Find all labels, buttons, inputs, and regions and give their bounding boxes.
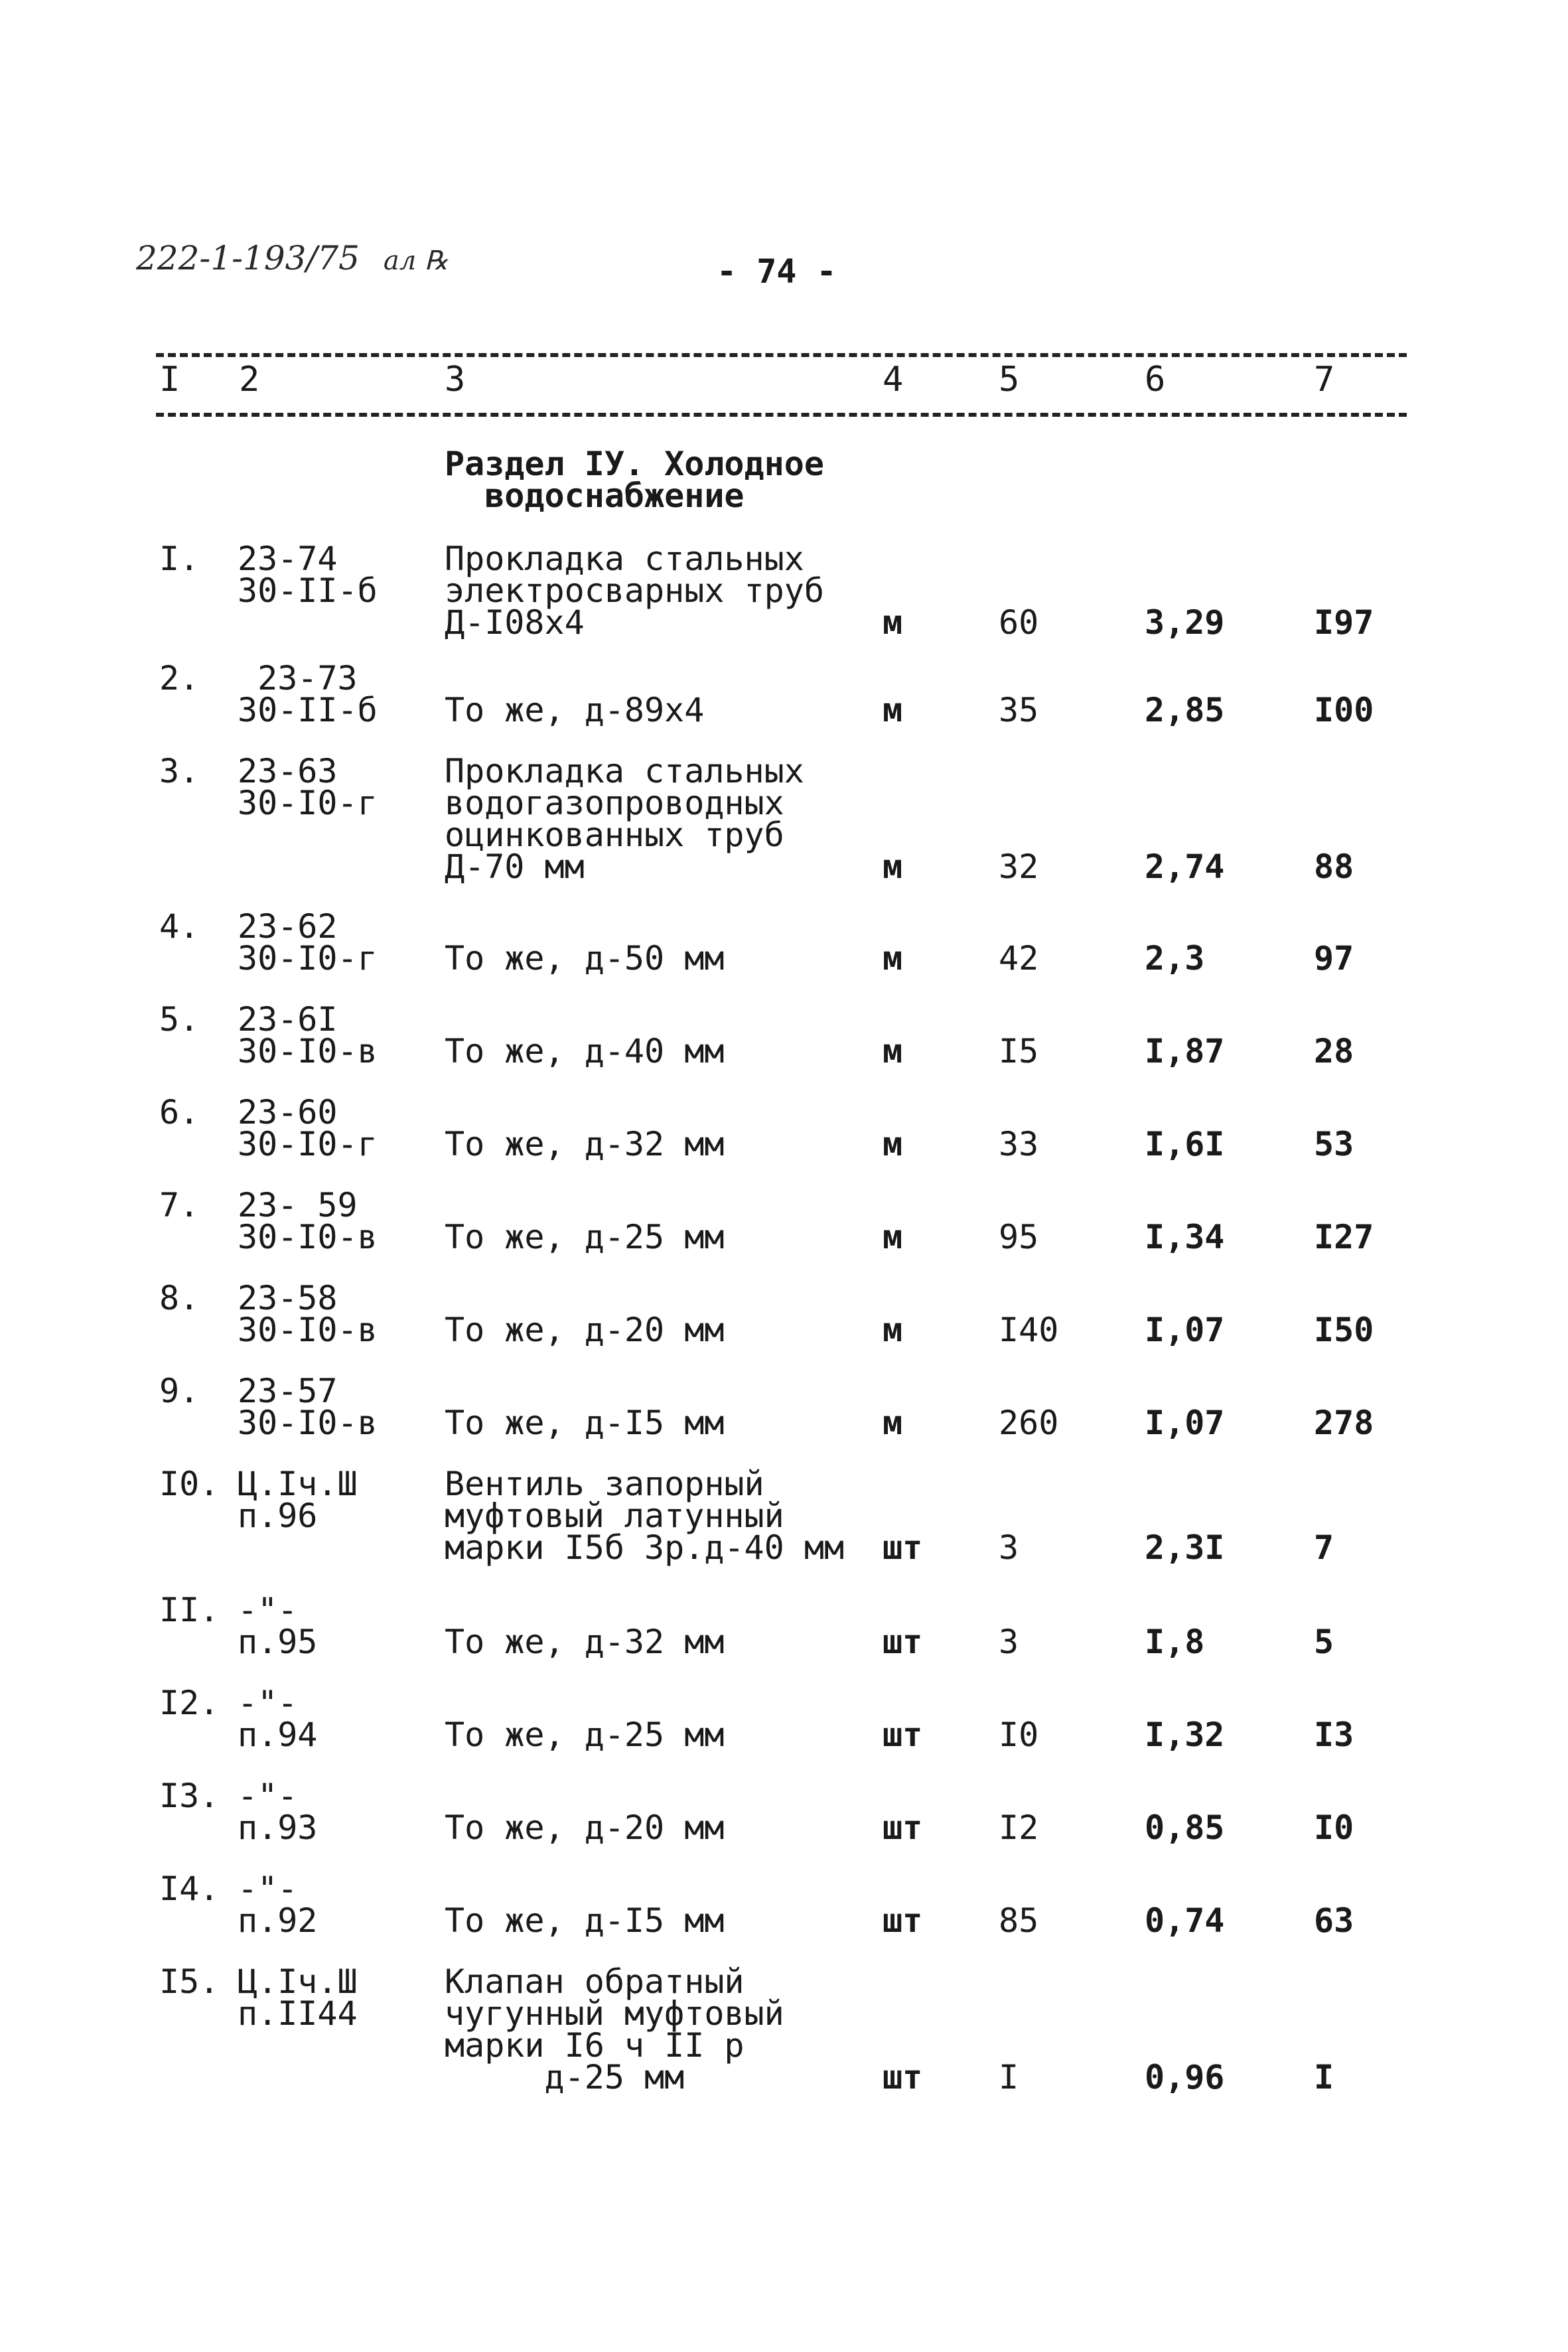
quantity: 3 — [999, 1528, 1019, 1567]
total: 97 — [1314, 939, 1354, 978]
norm-code: 23-58 30-I0-в — [238, 1279, 378, 1349]
section-title: Раздел IУ. Холодное водоснабжение — [445, 445, 824, 515]
work-description: Вентиль запорный муфтовый латунный марки I5б 3р.д-40 мм — [445, 1465, 845, 1567]
total: I3 — [1314, 1716, 1354, 1754]
row-number: I3. — [159, 1777, 220, 1815]
row-number: 8. — [159, 1279, 200, 1317]
unit-price: 3,29 — [1145, 603, 1225, 642]
row-number: I5. — [159, 1962, 220, 2001]
unit: шт — [883, 1901, 923, 1940]
work-description: То же, д-20 мм — [445, 1808, 725, 1847]
quantity: I5 — [999, 1032, 1039, 1070]
unit-price: 0,85 — [1145, 1808, 1225, 1847]
norm-code: Ц.Iч.Ш п.96 — [238, 1465, 358, 1535]
unit-price: I,6I — [1145, 1125, 1225, 1163]
unit-price: I,07 — [1145, 1311, 1225, 1349]
unit: шт — [883, 1528, 923, 1567]
total: I00 — [1314, 691, 1374, 729]
unit: шт — [883, 1716, 923, 1754]
norm-code: 23-60 30-I0-г — [238, 1093, 378, 1163]
unit-price: 2,3I — [1145, 1528, 1225, 1567]
unit-price: 2,85 — [1145, 691, 1225, 729]
row-number: 4. — [159, 907, 200, 946]
work-description: То же, д-32 мм — [445, 1623, 725, 1661]
quantity: I2 — [999, 1808, 1039, 1847]
quantity: I0 — [999, 1716, 1039, 1754]
quantity: 42 — [999, 939, 1039, 978]
work-description: Прокладка стальных электросварных труб Д-I08х4 — [445, 540, 824, 642]
row-number: 3. — [159, 752, 200, 790]
page-number: - 74 - — [717, 252, 837, 291]
total: 28 — [1314, 1032, 1354, 1070]
column-header-4: 4 — [883, 360, 904, 400]
unit: м — [883, 1404, 903, 1442]
norm-code: 23-6I 30-I0-в — [238, 1000, 378, 1070]
unit: м — [883, 1311, 903, 1349]
unit-price: I,32 — [1145, 1716, 1225, 1754]
norm-code: -"- п.94 — [238, 1684, 318, 1754]
work-description: То же, д-20 мм — [445, 1311, 725, 1349]
total: 278 — [1314, 1404, 1374, 1442]
norm-code: -"- п.95 — [238, 1591, 318, 1661]
unit: м — [883, 939, 903, 978]
total: I97 — [1314, 603, 1374, 642]
quantity: 33 — [999, 1125, 1039, 1163]
unit-price: I,87 — [1145, 1032, 1225, 1070]
quantity: 260 — [999, 1404, 1059, 1442]
row-number: I2. — [159, 1684, 220, 1722]
column-header-7: 7 — [1314, 360, 1335, 400]
row-number: 9. — [159, 1372, 200, 1410]
row-number: 5. — [159, 1000, 200, 1039]
total: 7 — [1314, 1528, 1334, 1567]
row-number: I0. — [159, 1465, 220, 1503]
norm-code: 23- 59 30-I0-в — [238, 1186, 378, 1256]
column-header-2: 2 — [239, 360, 260, 400]
norm-code: -"- п.92 — [238, 1870, 318, 1940]
quantity: 95 — [999, 1218, 1039, 1256]
total: 63 — [1314, 1901, 1354, 1940]
row-number: I. — [159, 540, 200, 578]
unit-price: 2,3 — [1145, 939, 1205, 978]
total: 5 — [1314, 1623, 1334, 1661]
handwritten-doc-code — [136, 239, 449, 277]
row-number: II. — [159, 1591, 220, 1629]
unit: м — [883, 847, 903, 886]
norm-code: 23-74 30-II-б — [238, 540, 378, 610]
norm-code: 23-73 30-II-б — [238, 659, 378, 729]
total: 88 — [1314, 847, 1354, 886]
unit-price: 0,74 — [1145, 1901, 1225, 1940]
row-number: 2. — [159, 659, 200, 698]
unit: м — [883, 691, 903, 729]
row-number: 6. — [159, 1093, 200, 1132]
work-description: То же, д-I5 мм — [445, 1901, 725, 1940]
total: I — [1314, 2058, 1334, 2096]
unit: м — [883, 1218, 903, 1256]
unit: шт — [883, 1623, 923, 1661]
quantity: I — [999, 2058, 1019, 2096]
work-description: То же, д-50 мм — [445, 939, 725, 978]
unit: м — [883, 1125, 903, 1163]
work-description: То же, д-40 мм — [445, 1032, 725, 1070]
work-description: То же, д-25 мм — [445, 1218, 725, 1256]
work-description: То же, д-89х4 — [445, 691, 705, 729]
work-description: Клапан обратный чугунный муфтовый марки I6 ч II р д-25 мм — [445, 1962, 784, 2096]
unit: м — [883, 603, 903, 642]
work-description: Прокладка стальных водогазопроводных оцинкованных труб Д-70 мм — [445, 752, 804, 886]
total: I0 — [1314, 1808, 1354, 1847]
norm-code: 23-57 30-I0-в — [238, 1372, 378, 1442]
norm-code: Ц.Iч.Ш п.II44 — [238, 1962, 358, 2033]
doc-code: 222-1-193/75 — [136, 239, 360, 277]
column-header-3: 3 — [445, 360, 466, 400]
quantity: 3 — [999, 1623, 1019, 1661]
unit-price: I,8 — [1145, 1623, 1205, 1661]
quantity: 85 — [999, 1901, 1039, 1940]
total: I50 — [1314, 1311, 1374, 1349]
column-header-6: 6 — [1145, 360, 1166, 400]
column-header-1: I — [159, 360, 180, 400]
work-description: То же, д-25 мм — [445, 1716, 725, 1754]
quantity: 35 — [999, 691, 1039, 729]
work-description: То же, д-I5 мм — [445, 1404, 725, 1442]
unit: м — [883, 1032, 903, 1070]
doc-suffix: ал ℞ — [383, 246, 449, 276]
row-number: I4. — [159, 1870, 220, 1908]
norm-code: -"- п.93 — [238, 1777, 318, 1847]
column-header-5: 5 — [999, 360, 1020, 400]
row-number: 7. — [159, 1186, 200, 1224]
quantity: 32 — [999, 847, 1039, 886]
header-rule-bottom — [156, 413, 1407, 417]
unit-price: I,34 — [1145, 1218, 1225, 1256]
unit-price: I,07 — [1145, 1404, 1225, 1442]
unit-price: 2,74 — [1145, 847, 1225, 886]
total: I27 — [1314, 1218, 1374, 1256]
quantity: 60 — [999, 603, 1039, 642]
header-rule-top — [156, 353, 1407, 357]
work-description: То же, д-32 мм — [445, 1125, 725, 1163]
unit: шт — [883, 2058, 923, 2096]
unit-price: 0,96 — [1145, 2058, 1225, 2096]
quantity: I40 — [999, 1311, 1059, 1349]
unit: шт — [883, 1808, 923, 1847]
norm-code: 23-63 30-I0-г — [238, 752, 378, 822]
total: 53 — [1314, 1125, 1354, 1163]
norm-code: 23-62 30-I0-г — [238, 907, 378, 978]
